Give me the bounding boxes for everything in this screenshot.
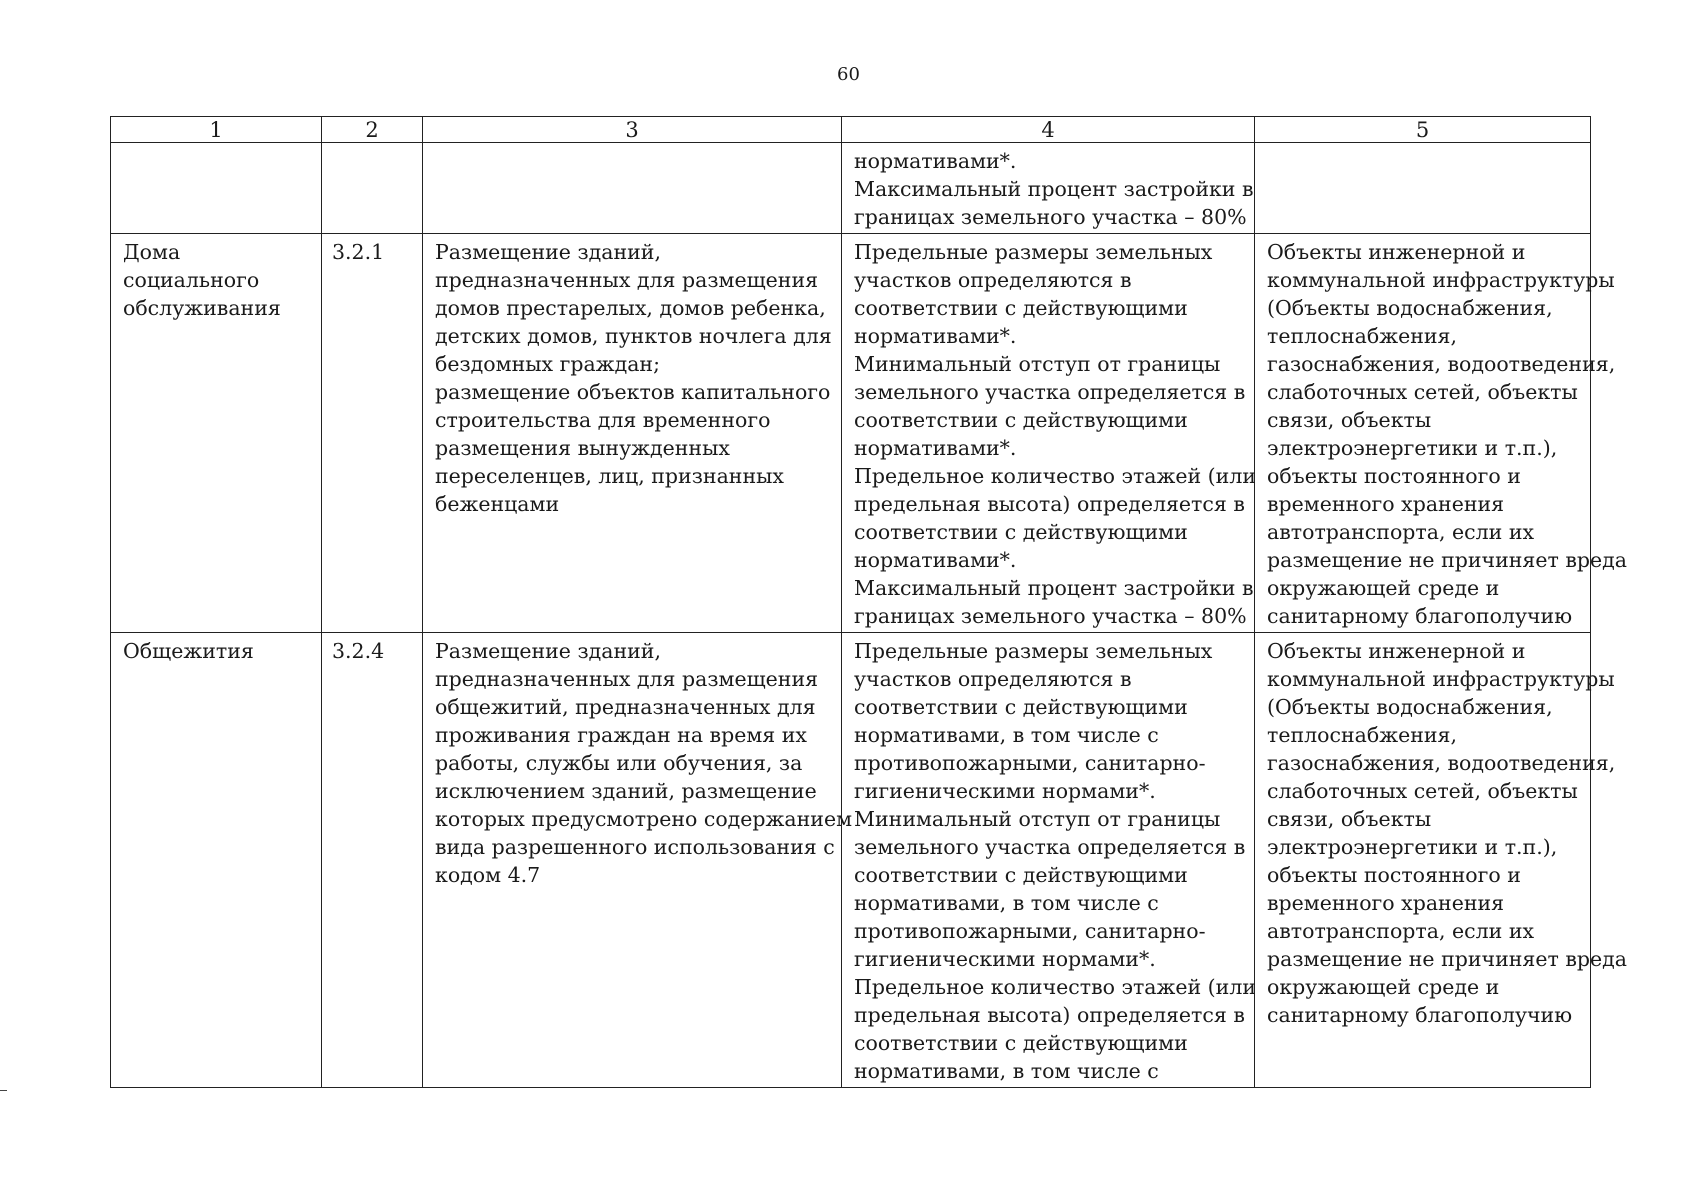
text-line: соответствии с действующими <box>854 1031 1188 1055</box>
text-line: предназначенных для размещения <box>435 667 819 691</box>
text-line: окружающей среде и <box>1267 576 1500 600</box>
text-line: Предельное количество этажей (или <box>854 975 1257 999</box>
text-line: соответствии с действующими <box>854 695 1188 719</box>
cell-code: 3.2.1 <box>322 234 423 633</box>
text-line: исключением зданий, размещение <box>435 779 817 803</box>
text-line: Размещение зданий, <box>435 639 661 663</box>
text-line: нормативами*. <box>854 149 1017 173</box>
text-line: соответствии с действующими <box>854 408 1188 432</box>
text-line: автотранспорта, если их <box>1267 520 1535 544</box>
text-line: предельная высота) определяется в <box>854 492 1245 516</box>
text-line: размещение не причиняет вреда <box>1267 548 1627 572</box>
text-line: соответствии с действующими <box>854 296 1188 320</box>
text-line: гигиеническими нормами*. <box>854 947 1156 971</box>
table-header-row <box>111 117 1591 143</box>
text-line: противопожарными, санитарно- <box>854 919 1206 943</box>
column-header-4: 4 <box>842 117 1255 143</box>
cell-auxiliary <box>1255 234 1627 633</box>
text-line: соответствии с действующими <box>854 863 1188 887</box>
text-line: нормативами, в том числе с <box>854 723 1159 747</box>
text-line: Максимальный процент застройки в <box>854 177 1254 201</box>
text-line: санитарному благополучию <box>1267 1003 1573 1027</box>
cell-parameters <box>842 234 1255 633</box>
text-line: участков определяются в <box>854 667 1132 691</box>
column-header-5: 5 <box>1255 117 1591 143</box>
text-line: земельного участка определяется в <box>854 380 1246 404</box>
text-line: нормативами*. <box>854 548 1017 572</box>
cell-name <box>111 143 322 234</box>
text-line: размещение объектов капитального <box>435 380 831 404</box>
text-line: (Объекты водоснабжения, <box>1267 296 1553 320</box>
table-row <box>111 633 1591 1088</box>
cell-code <box>322 143 423 234</box>
text-line: электроэнергетики и т.п.), <box>1267 835 1558 859</box>
column-header-1: 1 <box>111 117 322 143</box>
text-line: окружающей среде и <box>1267 975 1500 999</box>
cell-parameters <box>842 633 1255 1088</box>
text-line: слаботочных сетей, объекты <box>1267 779 1578 803</box>
text-line: нормативами, в том числе с <box>854 1059 1159 1083</box>
table-row <box>111 234 1591 633</box>
text-line: Предельные размеры земельных <box>854 240 1213 264</box>
text-line: участков определяются в <box>854 268 1132 292</box>
text-line: автотранспорта, если их <box>1267 919 1535 943</box>
text-line: теплоснабжения, <box>1267 723 1457 747</box>
text-line: Объекты инженерной и <box>1267 639 1526 663</box>
text-line: Предельные размеры земельных <box>854 639 1213 663</box>
text-line: Дома <box>123 240 181 264</box>
text-line: Объекты инженерной и <box>1267 240 1526 264</box>
cell-auxiliary <box>1255 143 1591 234</box>
text-line: которых предусмотрено содержанием <box>435 807 853 831</box>
page-number: 60 <box>837 64 860 85</box>
cell-description <box>423 633 853 1088</box>
text-line: объекты постоянного и <box>1267 863 1521 887</box>
land-use-table <box>110 116 1627 1088</box>
text-line: противопожарными, санитарно- <box>854 751 1206 775</box>
text-line: Общежития <box>123 639 254 663</box>
text-line: коммунальной инфраструктуры <box>1267 268 1615 292</box>
text-line: общежитий, предназначенных для <box>435 695 816 719</box>
text-line: временного хранения <box>1267 891 1505 915</box>
text-line: Минимальный отступ от границы <box>854 807 1221 831</box>
text-line: временного хранения <box>1267 492 1505 516</box>
text-line: Предельное количество этажей (или <box>854 464 1257 488</box>
column-header-3: 3 <box>423 117 842 143</box>
text-line: размещение не причиняет вреда <box>1267 947 1627 971</box>
cell-description <box>423 234 842 633</box>
text-line: Максимальный процент застройки в <box>854 576 1254 600</box>
text-line: (Объекты водоснабжения, <box>1267 695 1553 719</box>
text-line: слаботочных сетей, объекты <box>1267 380 1578 404</box>
text-line: санитарному благополучию <box>1267 604 1573 628</box>
column-header-2: 2 <box>322 117 423 143</box>
text-line: проживания граждан на время их <box>435 723 807 747</box>
text-line: нормативами, в том числе с <box>854 891 1159 915</box>
text-line: Минимальный отступ от границы <box>854 352 1221 376</box>
text-line: теплоснабжения, <box>1267 324 1457 348</box>
scan-edge-mark <box>0 1090 7 1091</box>
text-line: связи, объекты <box>1267 807 1432 831</box>
cell-auxiliary <box>1255 633 1627 1088</box>
text-line: границах земельного участка – 80% <box>854 205 1247 229</box>
text-line: беженцами <box>435 492 560 516</box>
text-line: границах земельного участка – 80% <box>854 604 1247 628</box>
table-row-continuation <box>111 143 1591 234</box>
text-line: нормативами*. <box>854 324 1017 348</box>
text-line: предельная высота) определяется в <box>854 1003 1245 1027</box>
text-line: электроэнергетики и т.п.), <box>1267 436 1558 460</box>
text-line: социального <box>123 268 260 292</box>
text-line: кодом 4.7 <box>435 863 541 887</box>
cell-parameters <box>842 143 1255 234</box>
text-line: связи, объекты <box>1267 408 1432 432</box>
text-line: размещения вынужденных <box>435 436 730 460</box>
text-line: соответствии с действующими <box>854 520 1188 544</box>
cell-name <box>111 633 322 1088</box>
text-line: предназначенных для размещения <box>435 268 819 292</box>
cell-description <box>423 143 842 234</box>
text-line: переселенцев, лиц, признанных <box>435 464 784 488</box>
text-line: газоснабжения, водоотведения, <box>1267 352 1616 376</box>
text-line: вида разрешенного использования с <box>435 835 835 859</box>
text-line: коммунальной инфраструктуры <box>1267 667 1615 691</box>
cell-code: 3.2.4 <box>322 633 423 1088</box>
text-line: объекты постоянного и <box>1267 464 1521 488</box>
text-line: земельного участка определяется в <box>854 835 1246 859</box>
text-line: строительства для временного <box>435 408 771 432</box>
text-line: нормативами*. <box>854 436 1017 460</box>
text-line: детских домов, пунктов ночлега для <box>435 324 832 348</box>
text-line: работы, службы или обучения, за <box>435 751 803 775</box>
text-line: газоснабжения, водоотведения, <box>1267 751 1616 775</box>
cell-name <box>111 234 322 633</box>
text-line: бездомных граждан; <box>435 352 660 376</box>
text-line: гигиеническими нормами*. <box>854 779 1156 803</box>
text-line: домов престарелых, домов ребенка, <box>435 296 826 320</box>
text-line: Размещение зданий, <box>435 240 661 264</box>
text-line: обслуживания <box>123 296 281 320</box>
